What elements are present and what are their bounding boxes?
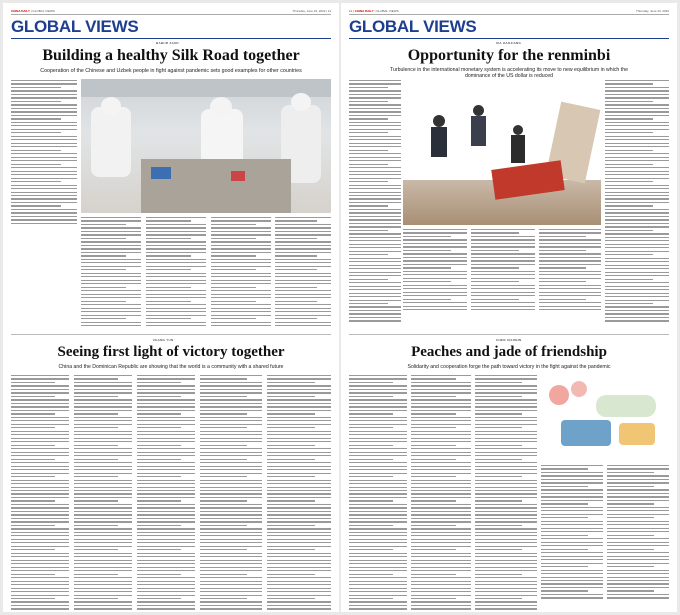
section-title: GLOBAL VIEWS [11, 17, 139, 36]
left-page [3, 3, 339, 612]
deck: China and the Dominican Republic are showing that the world is a community with a shared future [58, 364, 284, 370]
page-number: 12 [349, 8, 353, 13]
article-column [605, 80, 669, 312]
article-column [211, 217, 271, 332]
article-column [403, 229, 467, 313]
article-column [11, 80, 77, 240]
article-divider [349, 334, 669, 335]
article-column [200, 375, 262, 607]
page-header: CHINA DAILY | GLOBAL VIEWS Thursday, June 23, 2022 | 11 [11, 7, 331, 15]
article-column [146, 217, 206, 332]
article-illustration [403, 85, 601, 225]
article-column [11, 375, 69, 607]
page-header: 12 | CHINA DAILY | GLOBAL VIEWS Thursday, June 23, 2022 [349, 7, 669, 15]
byline: XIA HAOJIANG [496, 41, 522, 45]
issue-date: Thursday, June 23, 2022 [636, 8, 669, 13]
right-page [341, 3, 677, 612]
article-column [81, 217, 141, 332]
issue-date: Thursday, June 23, 2022 [292, 8, 326, 13]
section-title: GLOBAL VIEWS [349, 17, 477, 36]
section-tag: GLOBAL VIEWS [32, 8, 55, 13]
article-column [541, 465, 603, 607]
byline: BABUR ZAIDI [156, 41, 179, 45]
section-divider [11, 38, 331, 39]
headline: Seeing first light of victory together [57, 344, 285, 360]
article-illustration-peaches [541, 375, 669, 461]
article-column [475, 375, 537, 607]
page-number: 11 [327, 8, 331, 13]
article-column [267, 375, 331, 607]
byline: ZHANG YUN [153, 338, 174, 342]
deck: Cooperation of the Chinese and Uzbek people in fight against pandemic sets good examples for other countries [40, 68, 302, 74]
deck: Turbulence in the international monetary system is accelerating its move to new equilibrium in which the dominance of the US dollar is reduced [390, 67, 628, 80]
headline: Peaches and jade of friendship [411, 344, 607, 360]
byline: CHEN XIAOBIN [496, 338, 522, 342]
article-column [74, 375, 132, 607]
article-column [539, 229, 601, 313]
headline: Opportunity for the renminbi [407, 47, 611, 64]
deck: Solidarity and cooperation forge the path toward victory in the fight against the pandemic [407, 364, 611, 370]
article-column [349, 375, 407, 607]
headline: Building a healthy Silk Road together [42, 47, 300, 64]
section-divider [349, 38, 669, 39]
article-column [349, 80, 401, 312]
article-column [471, 229, 535, 313]
article-photo-lab [81, 79, 331, 213]
article-column [411, 375, 471, 607]
article-column [137, 375, 195, 607]
article-divider [11, 334, 331, 335]
paper-name: CHINA DAILY [354, 8, 374, 13]
article-column [275, 217, 331, 332]
article-column [607, 465, 669, 607]
paper-name: CHINA DAILY [11, 8, 30, 13]
section-tag: GLOBAL VIEWS [376, 8, 399, 13]
